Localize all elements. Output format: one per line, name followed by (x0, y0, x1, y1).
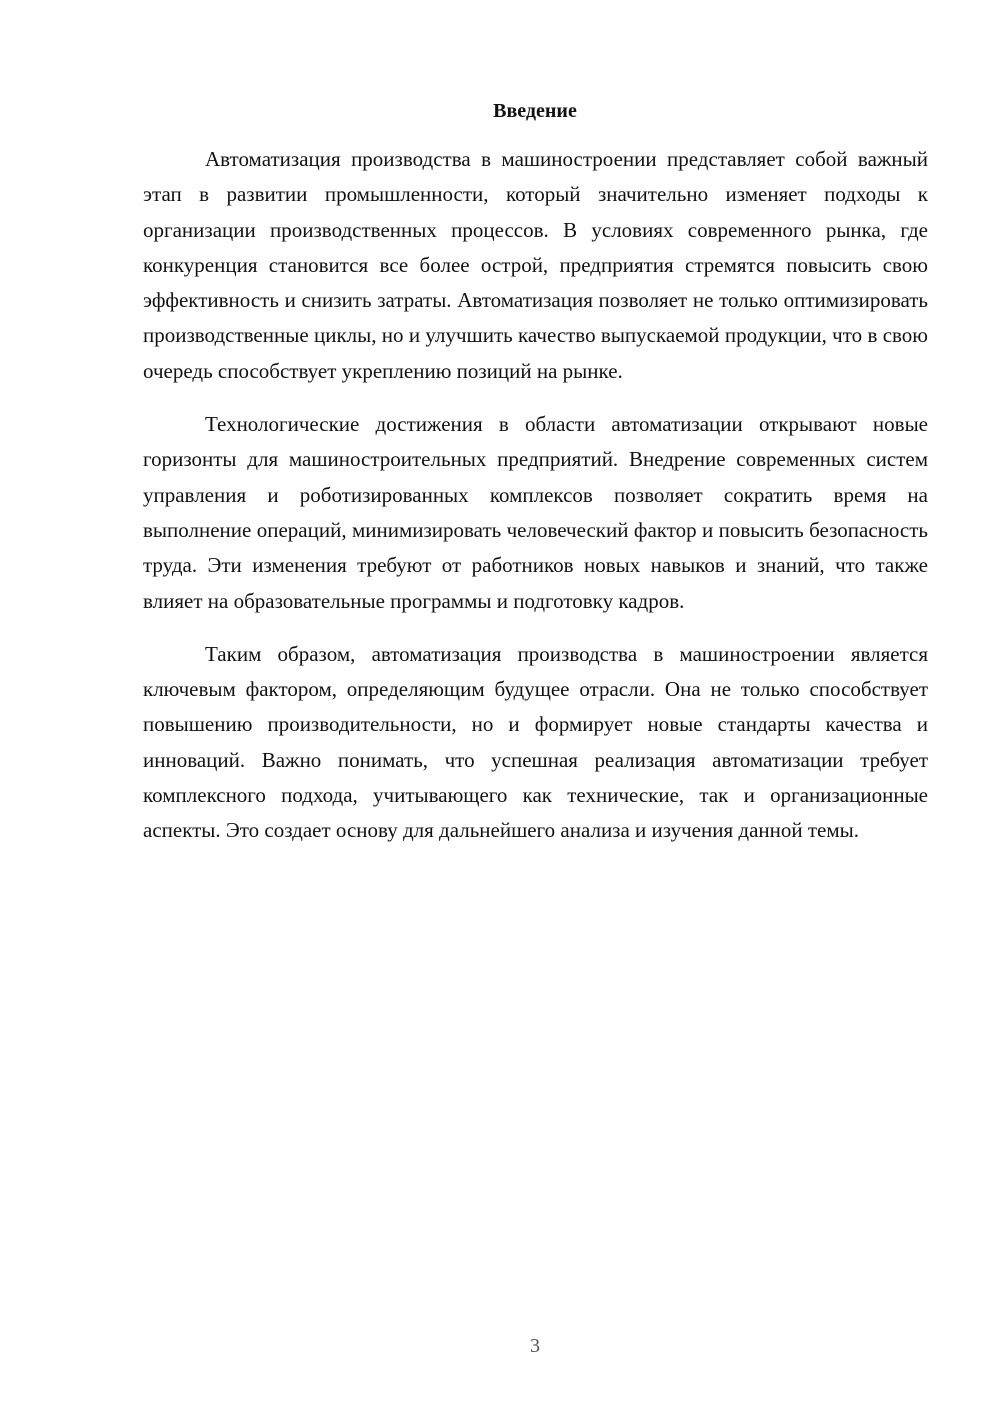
document-body (143, 142, 928, 867)
paragraph-1: Автоматизация производства в машиностроении представляет собой важный этап в развитии промышленности, который значительно изменяет подходы к организации производственных процессов. В условиях современного рынка, где конкуренция становится все более острой, предприятия стремятся повысить свою эффективность и снизить затраты. Автоматизация позволяет не только оптимизировать производственные циклы, но и улучшить качество выпускаемой продукции, что в свою очередь способствует укреплению позиций на рынке. (143, 147, 928, 383)
paragraph-2: Технологические достижения в области автоматизации открывают новые горизонты для машиностроительных предприятий. Внедрение современных систем управления и роботизированных комплексов позволяет сократить время на выполнение операций, минимизировать человеческий фактор и повысить безопасность труда. Эти изменения требуют от работников новых навыков и знаний, что также влияет на образовательные программы и подготовку кадров. (143, 412, 928, 613)
paragraph-3: Таким образом, автоматизация производства в машиностроении является ключевым фактором, определяющим будущее отрасли. Она не только способствует повышению производительности, но и формирует новые стандарты качества и инноваций. Важно понимать, что успешная реализация автоматизации требует комплексного подхода, учитывающего как технические, так и организационные аспекты. Это создает основу для дальнейшего анализа и изучения данной темы. (143, 641, 928, 843)
section-heading: Введение (493, 100, 577, 122)
page-number: 3 (530, 1335, 540, 1357)
